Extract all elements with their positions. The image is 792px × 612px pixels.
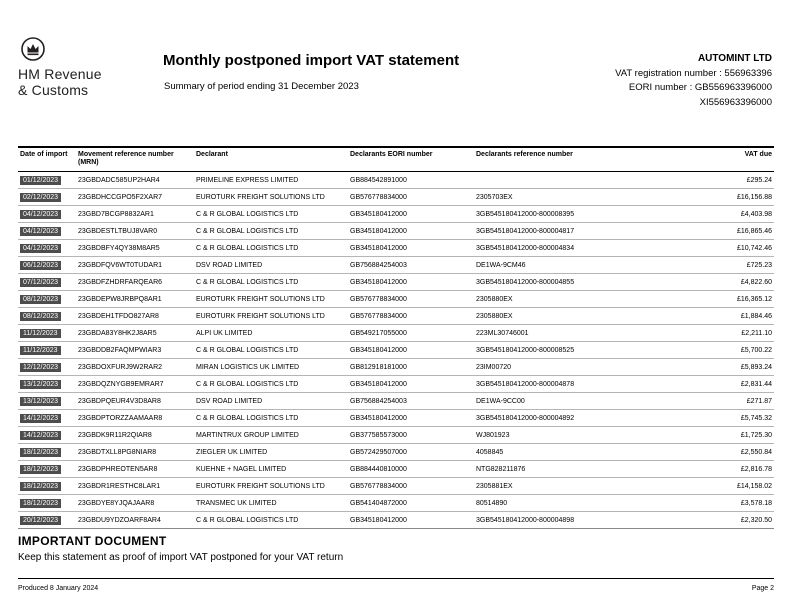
cell-vat: £16,156.88	[696, 189, 774, 206]
table-row	[18, 461, 774, 478]
cell-eori: GB345180412000	[348, 410, 474, 427]
cell-eori: GB345180412000	[348, 274, 474, 291]
cell-vat: £14,158.02	[696, 478, 774, 495]
date-highlight: 08/12/2023	[20, 312, 61, 321]
cell-mrn: 23GBDTXLL8PG8NIAR8	[76, 444, 194, 461]
date-highlight: 18/12/2023	[20, 448, 61, 457]
cell-declarant: ALPI UK LIMITED	[194, 325, 348, 342]
table-row	[18, 206, 774, 223]
page-subtitle: Summary of period ending 31 December 2023	[164, 81, 359, 92]
produced-date: Produced 8 January 2024	[18, 585, 99, 592]
cell-ref: WJ801923	[474, 427, 696, 444]
cell-date	[18, 461, 76, 478]
cell-date	[18, 291, 76, 308]
table-row	[18, 478, 774, 495]
cell-mrn: 23GBDESTLTBUJ8VAR0	[76, 223, 194, 240]
cell-declarant: C & R GLOBAL LOGISTICS LTD	[194, 206, 348, 223]
cell-vat: £2,550.84	[696, 444, 774, 461]
cell-declarant: C & R GLOBAL LOGISTICS LTD	[194, 376, 348, 393]
table-body	[18, 172, 774, 529]
cell-mrn: 23GBDOXFURJ9W2RAR2	[76, 359, 194, 376]
cell-declarant: C & R GLOBAL LOGISTICS LTD	[194, 410, 348, 427]
cell-ref: 23IM00720	[474, 359, 696, 376]
cell-declarant: MARTINTRUX GROUP LIMITED	[194, 427, 348, 444]
cell-eori: GB884542891000	[348, 172, 474, 189]
cell-vat: £2,211.10	[696, 325, 774, 342]
cell-mrn: 23GBDBFY4QY38M8AR5	[76, 240, 194, 257]
date-highlight: 08/12/2023	[20, 295, 61, 304]
cell-ref: 223ML30746001	[474, 325, 696, 342]
cell-vat: £271.87	[696, 393, 774, 410]
cell-ref: 3GB545180412000-800004898	[474, 512, 696, 529]
cell-mrn: 23GBDPQEUR4V3D8AR8	[76, 393, 194, 410]
cell-vat: £5,893.24	[696, 359, 774, 376]
hmrc-crown-icon	[20, 36, 46, 67]
cell-date	[18, 427, 76, 444]
cell-date	[18, 444, 76, 461]
cell-ref: 3GB545180412000-800004817	[474, 223, 696, 240]
eori-number: EORI number : GB556963396000	[628, 82, 772, 93]
table-row	[18, 223, 774, 240]
page-title: Monthly postponed import VAT statement	[163, 52, 460, 69]
cell-declarant: PRIMELINE EXPRESS LIMITED	[194, 172, 348, 189]
cell-declarant: C & R GLOBAL LOGISTICS LTD	[194, 512, 348, 529]
cell-mrn: 23GBDA83Y8HK2J8AR5	[76, 325, 194, 342]
cell-mrn: 23GBDR1RESTHC8LAR1	[76, 478, 194, 495]
cell-declarant: KUEHNE + NAGEL LIMITED	[194, 461, 348, 478]
date-highlight: 18/12/2023	[20, 482, 61, 491]
cell-ref	[474, 172, 696, 189]
cell-mrn: 23GBDYE8YJQAJAAR8	[76, 495, 194, 512]
cell-ref: 2305881EX	[474, 478, 696, 495]
column-header-ref: Declarants reference number	[474, 147, 696, 172]
cell-declarant: EUROTURK FREIGHT SOLUTIONS LTD	[194, 308, 348, 325]
cell-vat: £1,884.46	[696, 308, 774, 325]
cell-declarant: C & R GLOBAL LOGISTICS LTD	[194, 223, 348, 240]
date-highlight: 06/12/2023	[20, 261, 61, 270]
important-document-title: IMPORTANT DOCUMENT	[18, 534, 167, 548]
cell-mrn: 23GBDDB2FAQMPWIAR3	[76, 342, 194, 359]
cell-declarant: DSV ROAD LIMITED	[194, 393, 348, 410]
cell-vat: £4,403.98	[696, 206, 774, 223]
date-highlight: 13/12/2023	[20, 397, 61, 406]
cell-mrn: 23GBDEH1TFDO827AR8	[76, 308, 194, 325]
cell-date	[18, 257, 76, 274]
table-row	[18, 512, 774, 529]
cell-declarant: TRANSMEC UK LIMITED	[194, 495, 348, 512]
cell-declarant: EUROTURK FREIGHT SOLUTIONS LTD	[194, 291, 348, 308]
cell-vat: £16,865.46	[696, 223, 774, 240]
cell-date	[18, 189, 76, 206]
date-highlight: 12/12/2023	[20, 363, 61, 372]
cell-vat: £10,742.46	[696, 240, 774, 257]
cell-mrn: 23GBDK9R11R2QIAR8	[76, 427, 194, 444]
cell-ref: 3GB545180412000-800008395	[474, 206, 696, 223]
cell-mrn: 23GBDFZHDRFARQEAR6	[76, 274, 194, 291]
cell-vat: £5,745.32	[696, 410, 774, 427]
cell-vat: £2,320.50	[696, 512, 774, 529]
cell-declarant: C & R GLOBAL LOGISTICS LTD	[194, 274, 348, 291]
table-row	[18, 240, 774, 257]
eori-number-xi: XI556963396000	[699, 96, 772, 108]
cell-mrn: 23GBDHCCGPO5F2XAR7	[76, 189, 194, 206]
cell-date	[18, 359, 76, 376]
date-highlight: 13/12/2023	[20, 380, 61, 389]
table-row	[18, 291, 774, 308]
cell-ref: 3GB545180412000-800008525	[474, 342, 696, 359]
table-row	[18, 342, 774, 359]
cell-date	[18, 206, 76, 223]
trader-name: AUTOMINT LTD	[697, 53, 772, 64]
cell-eori: GB756884254003	[348, 257, 474, 274]
cell-vat: £3,578.18	[696, 495, 774, 512]
cell-date	[18, 325, 76, 342]
cell-eori: GB345180412000	[348, 240, 474, 257]
date-highlight: 14/12/2023	[20, 414, 61, 423]
page-number: Page 2	[751, 585, 774, 592]
import-vat-table	[18, 146, 774, 529]
cell-vat: £2,816.78	[696, 461, 774, 478]
trader-details	[615, 52, 772, 110]
cell-ref: 3GB545180412000-800004834	[474, 240, 696, 257]
cell-mrn: 23GBDU9YDZOARF8AR4	[76, 512, 194, 529]
hmrc-org-line2: & Customs	[18, 82, 89, 98]
cell-vat: £1,725.30	[696, 427, 774, 444]
table-header-row	[18, 147, 774, 172]
table-row	[18, 274, 774, 291]
date-highlight: 04/12/2023	[20, 244, 61, 253]
date-highlight: 01/12/2023	[20, 176, 61, 185]
cell-ref: 3GB545180412000-800004855	[474, 274, 696, 291]
table-row	[18, 376, 774, 393]
date-highlight: 11/12/2023	[20, 329, 61, 338]
cell-ref: NTG828211876	[474, 461, 696, 478]
cell-vat: £2,831.44	[696, 376, 774, 393]
date-highlight: 18/12/2023	[20, 465, 61, 474]
cell-eori: GB345180412000	[348, 342, 474, 359]
column-header-declarant: Declarant	[194, 147, 348, 172]
table-row	[18, 189, 774, 206]
hmrc-org-line1: HM Revenue	[18, 66, 102, 82]
cell-eori: GB541404872000	[348, 495, 474, 512]
cell-ref: 80514890	[474, 495, 696, 512]
cell-mrn: 23GBDPHREOTEN5AR8	[76, 461, 194, 478]
cell-eori: GB884440810000	[348, 461, 474, 478]
cell-eori: GB345180412000	[348, 512, 474, 529]
cell-date	[18, 240, 76, 257]
cell-eori: GB576778834000	[348, 291, 474, 308]
column-header-eori: Declarants EORI number	[348, 147, 474, 172]
cell-eori: GB345180412000	[348, 206, 474, 223]
cell-declarant: C & R GLOBAL LOGISTICS LTD	[194, 240, 348, 257]
table-row	[18, 359, 774, 376]
cell-mrn: 23GBDQZNYGB9EMRAR7	[76, 376, 194, 393]
cell-eori: GB377585573000	[348, 427, 474, 444]
cell-date	[18, 393, 76, 410]
table-row	[18, 393, 774, 410]
important-document-text: Keep this statement as proof of import VAT postponed for your VAT return	[18, 552, 344, 563]
cell-declarant: C & R GLOBAL LOGISTICS LTD	[194, 342, 348, 359]
cell-eori: GB345180412000	[348, 223, 474, 240]
cell-ref: DE1WA-9CM46	[474, 257, 696, 274]
cell-ref: 4058845	[474, 444, 696, 461]
cell-vat: £725.23	[696, 257, 774, 274]
table-row	[18, 444, 774, 461]
cell-declarant: EUROTURK FREIGHT SOLUTIONS LTD	[194, 478, 348, 495]
cell-date	[18, 512, 76, 529]
cell-declarant: EUROTURK FREIGHT SOLUTIONS LTD	[194, 189, 348, 206]
cell-eori: GB756884254003	[348, 393, 474, 410]
cell-mrn: 23GBD7BCGP8832AR1	[76, 206, 194, 223]
date-highlight: 07/12/2023	[20, 278, 61, 287]
cell-date	[18, 223, 76, 240]
table-header	[18, 147, 774, 172]
cell-date	[18, 478, 76, 495]
cell-date	[18, 342, 76, 359]
cell-eori: GB576778834000	[348, 308, 474, 325]
cell-vat: £16,365.12	[696, 291, 774, 308]
cell-vat: £5,700.22	[696, 342, 774, 359]
cell-ref: 2305880EX	[474, 308, 696, 325]
hmrc-org-name	[18, 66, 102, 98]
vat-registration-number: VAT registration number : 556963396	[615, 67, 772, 79]
cell-ref: 2305880EX	[474, 291, 696, 308]
cell-eori: GB345180412000	[348, 376, 474, 393]
cell-vat: £4,822.60	[696, 274, 774, 291]
cell-declarant: ZIEGLER UK LIMITED	[194, 444, 348, 461]
footer-divider	[18, 578, 774, 579]
cell-ref: 2305703EX	[474, 189, 696, 206]
cell-mrn: 23GBDADC585UP2HAR4	[76, 172, 194, 189]
cell-ref: DE1WA-9CC00	[474, 393, 696, 410]
table-row	[18, 495, 774, 512]
table-row	[18, 427, 774, 444]
cell-declarant: DSV ROAD LIMITED	[194, 257, 348, 274]
cell-ref: 3GB545180412000-800004892	[474, 410, 696, 427]
date-highlight: 11/12/2023	[20, 346, 61, 355]
cell-mrn: 23GBDPTORZZAAMAAR8	[76, 410, 194, 427]
column-header-mrn: Movement reference number (MRN)	[76, 147, 194, 172]
cell-date	[18, 410, 76, 427]
cell-date	[18, 308, 76, 325]
cell-eori: GB572429507000	[348, 444, 474, 461]
date-highlight: 04/12/2023	[20, 210, 61, 219]
date-highlight: 04/12/2023	[20, 227, 61, 236]
cell-eori: GB549217055000	[348, 325, 474, 342]
date-highlight: 20/12/2023	[20, 516, 61, 525]
cell-date	[18, 274, 76, 291]
cell-mrn: 23GBDEPW8JRBPQ8AR1	[76, 291, 194, 308]
table-row	[18, 410, 774, 427]
column-header-date: Date of import	[18, 147, 76, 172]
cell-ref: 3GB545180412000-800004878	[474, 376, 696, 393]
column-header-vat: VAT due	[696, 147, 774, 172]
cell-declarant: MIRAN LOGISTICS UK LIMITED	[194, 359, 348, 376]
table-row	[18, 325, 774, 342]
table-row	[18, 257, 774, 274]
cell-date	[18, 495, 76, 512]
date-highlight: 02/12/2023	[20, 193, 61, 202]
cell-date	[18, 172, 76, 189]
cell-vat: £295.24	[696, 172, 774, 189]
date-highlight: 18/12/2023	[20, 499, 61, 508]
cell-eori: GB576778834000	[348, 189, 474, 206]
cell-date	[18, 376, 76, 393]
cell-mrn: 23GBDFQV6WT0TUDAR1	[76, 257, 194, 274]
table-row	[18, 172, 774, 189]
cell-eori: GB812918181000	[348, 359, 474, 376]
date-highlight: 14/12/2023	[20, 431, 61, 440]
cell-eori: GB576778834000	[348, 478, 474, 495]
table-row	[18, 308, 774, 325]
